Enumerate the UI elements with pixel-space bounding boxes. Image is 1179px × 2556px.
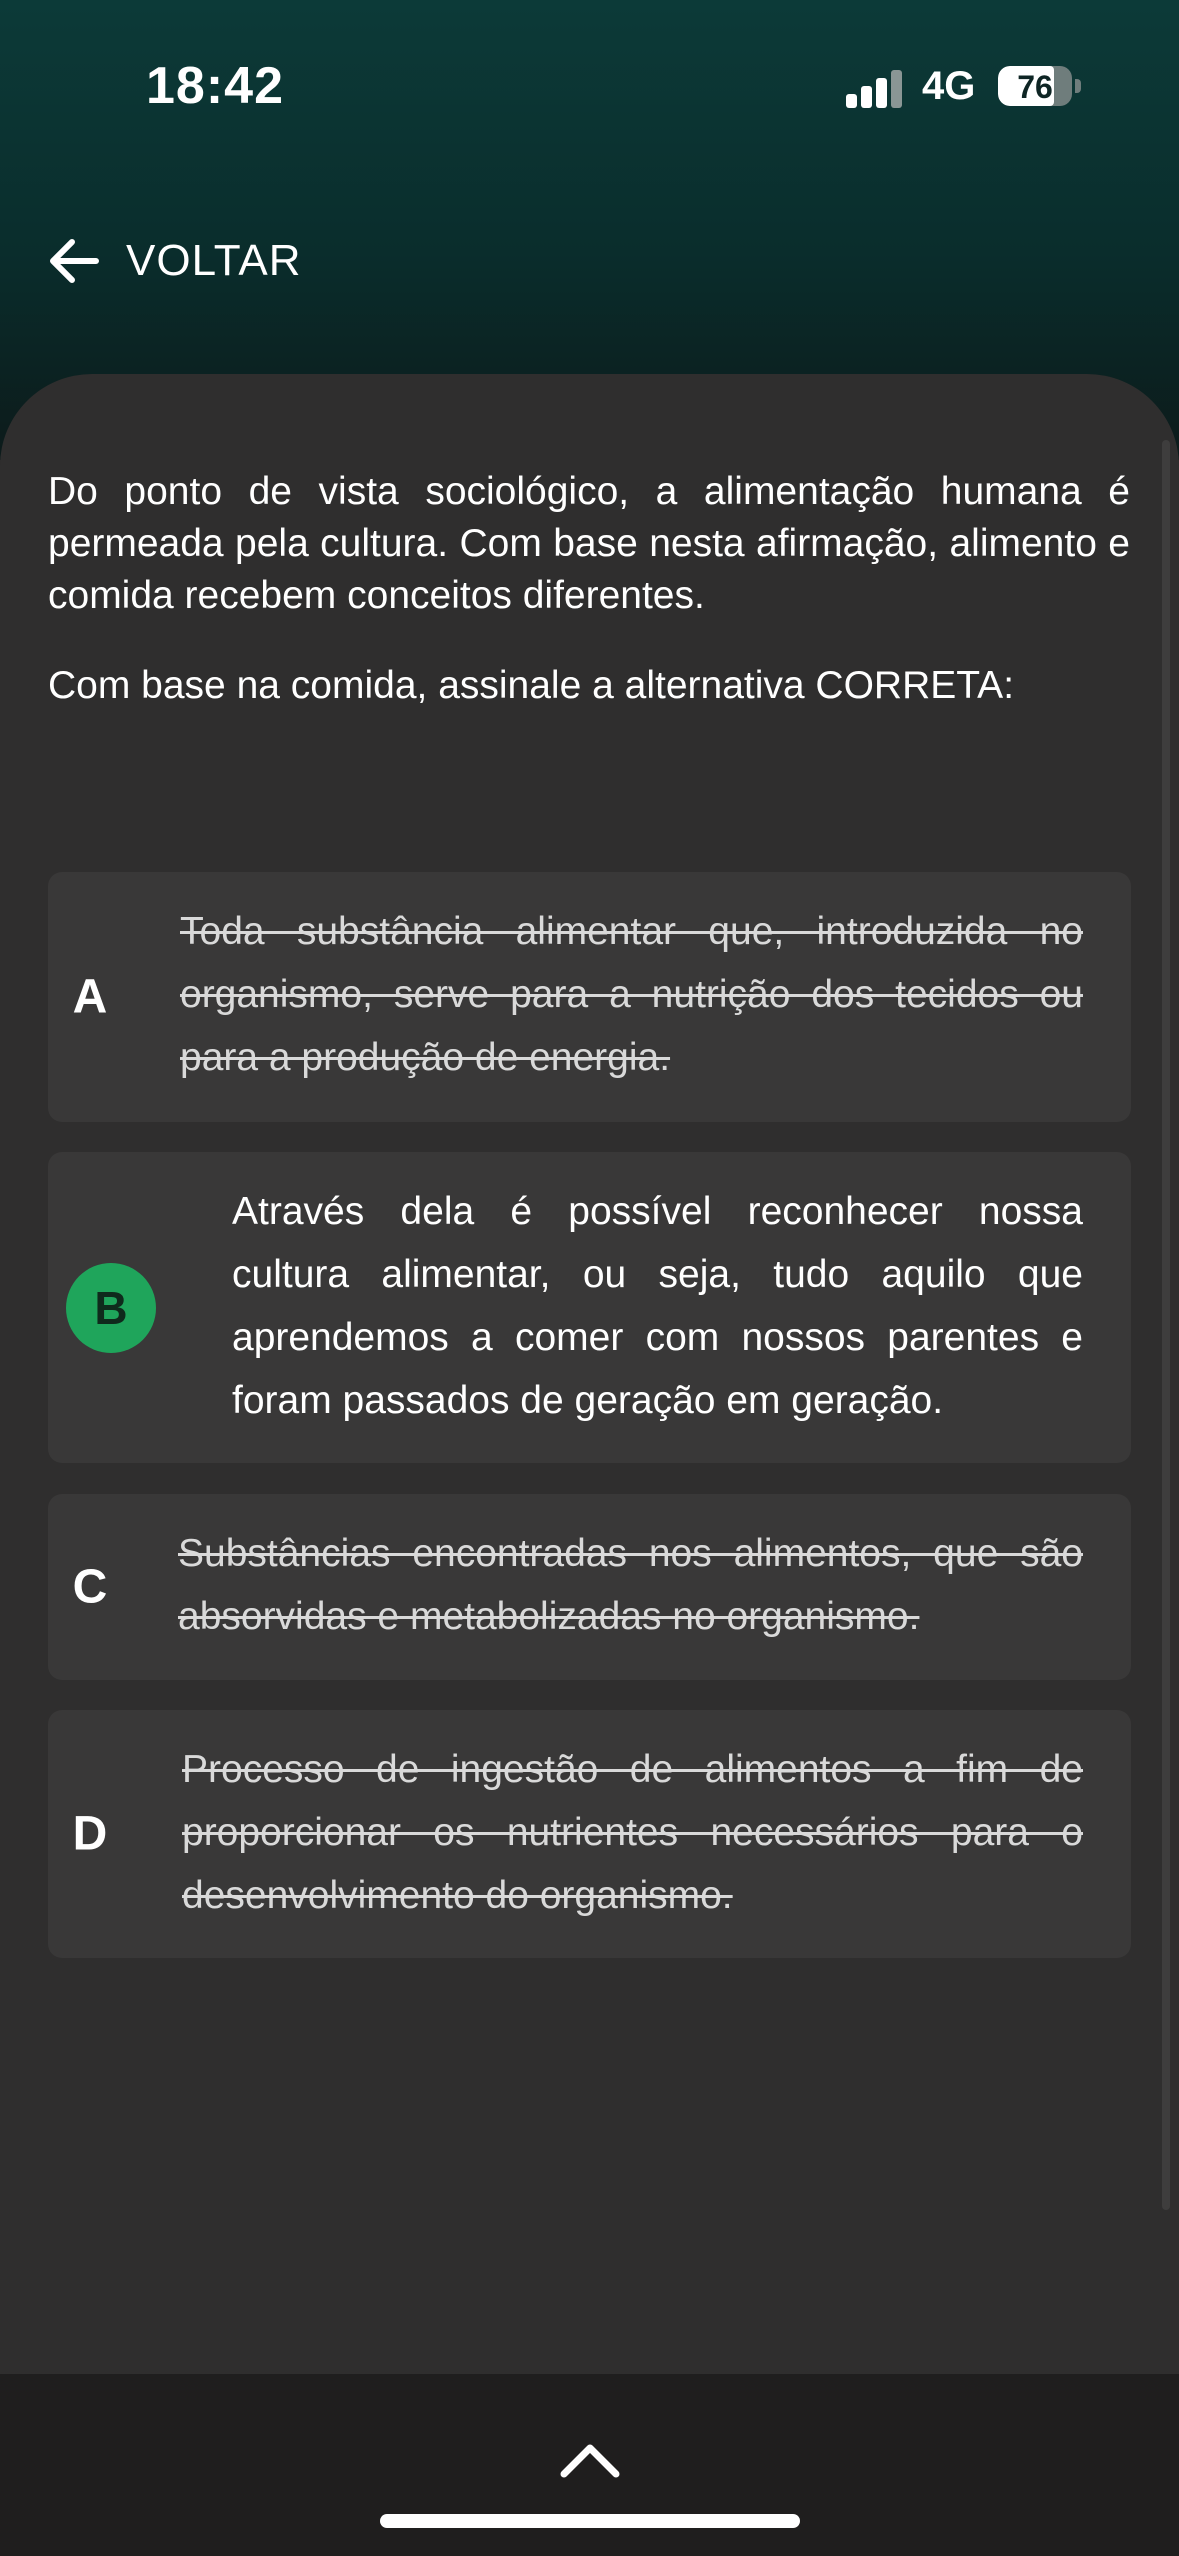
option-text: Toda substância alimentar que, introduzida no organismo, serve para a nutrição dos tecidos ou para a produção de energia. xyxy=(180,910,1083,1079)
home-indicator[interactable] xyxy=(380,2514,800,2528)
option-c[interactable] xyxy=(48,1494,1131,1680)
cellular-signal-icon xyxy=(846,70,904,108)
option-text: Processo de ingestão de alimentos a fim de proporcionar os nutrientes necessários para o desenvolvimento do organismo. xyxy=(182,1748,1083,1917)
network-type: 4G xyxy=(922,64,976,108)
option-text: Substâncias encontradas nos alimentos, que são absorvidas e metabolizadas no organismo. xyxy=(178,1532,1083,1638)
battery-level: 76 xyxy=(1017,69,1053,105)
option-letter: A xyxy=(72,970,108,1024)
option-text: Através dela é possível reconhecer nossa cultura alimentar, ou seja, tudo aquilo que aprendemos a comer com nossos parentes e foram passados de geração em geração. xyxy=(232,1190,1083,1422)
question-text: Do ponto de vista sociológico, a alimentação humana é permeada pela cultura. Com base nesta afirmação, alimento e comida recebem conceitos diferentes. xyxy=(48,470,1130,617)
scrollbar[interactable] xyxy=(1162,440,1170,2210)
option-letter: D xyxy=(72,1807,108,1861)
option-b[interactable] xyxy=(48,1152,1131,1463)
option-d[interactable] xyxy=(48,1710,1131,1958)
arrow-left-icon xyxy=(44,231,104,291)
back-button[interactable] xyxy=(44,224,302,298)
option-letter: C xyxy=(72,1560,108,1614)
option-a[interactable] xyxy=(48,872,1131,1122)
chevron-up-icon[interactable] xyxy=(558,2440,622,2480)
back-label: VOLTAR xyxy=(126,236,302,285)
selected-answer-badge: B xyxy=(66,1263,156,1353)
question-instruction: Com base na comida, assinale a alternativa CORRETA: xyxy=(48,664,1015,707)
battery-nub xyxy=(1075,79,1081,93)
status-time: 18:42 xyxy=(146,57,284,115)
battery-icon xyxy=(998,66,1072,106)
